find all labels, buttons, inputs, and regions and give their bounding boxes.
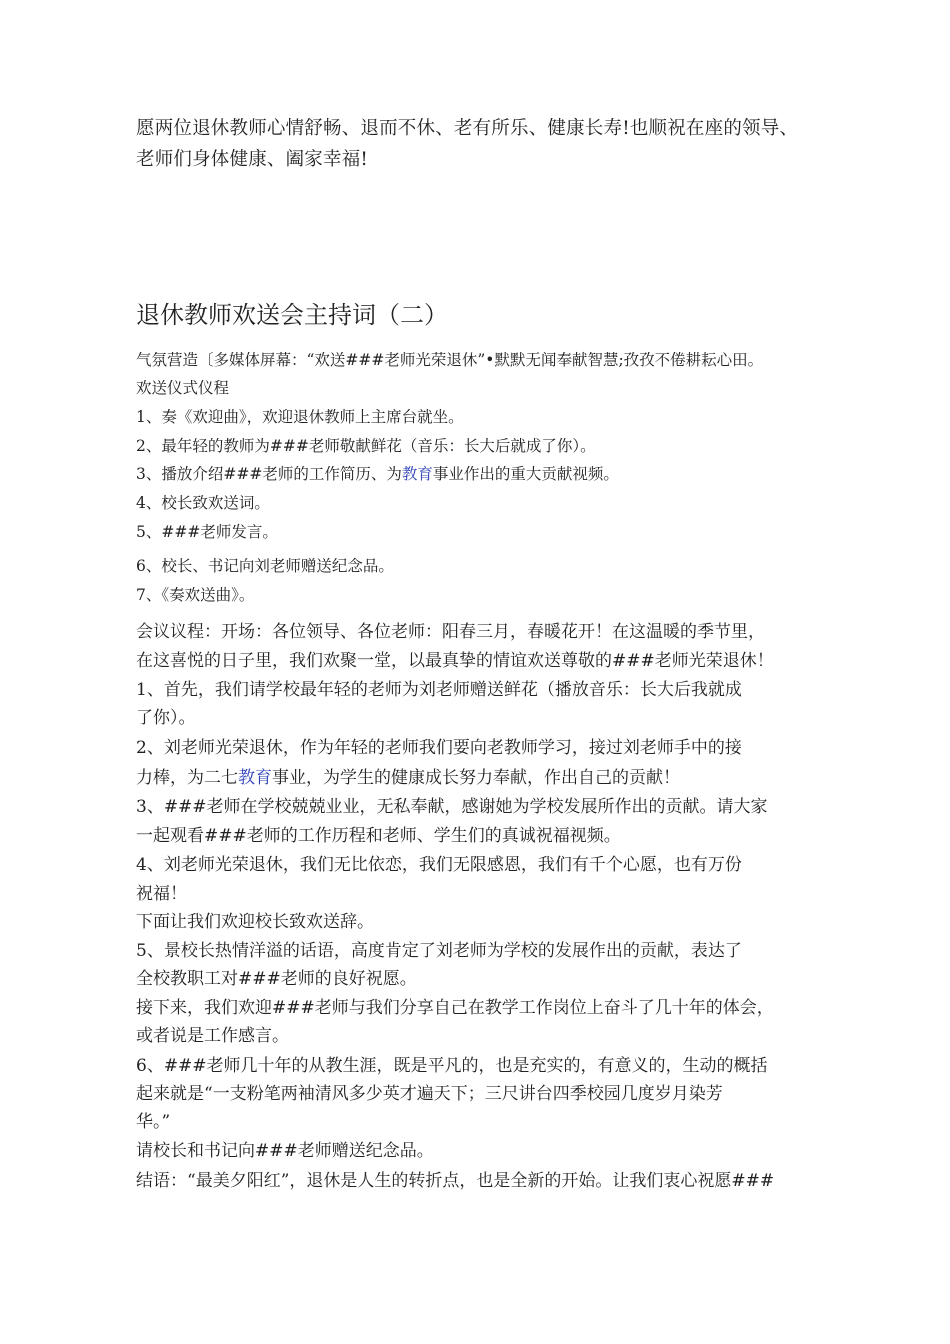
atmosphere-text: 气氛营造〔多媒体屏幕：“欢送###老师光荣退休”•默默无闻奉献智慧;孜孜不倦耕耘心田。 — [136, 351, 764, 369]
ceremony-step-5: 5、###老师发言。 — [136, 523, 278, 541]
meeting-item-6b: 起来就是“一支粉笔两袖清风多少英才遍天下；三尺讲台四季校园几度岁月染芳 — [136, 1084, 723, 1104]
ceremony-step-7: 7、《奏欢送曲》。 — [136, 586, 255, 604]
meeting-item-2b — [136, 763, 680, 788]
education-link-2[interactable]: 教育 — [238, 768, 272, 788]
ceremony-step-6: 6、校长、书记向刘老师赠送纪念品。 — [136, 557, 394, 575]
ceremony-step-1: 1、奏《欢迎曲》，欢迎退休教师上主席台就坐。 — [136, 408, 464, 426]
education-link[interactable]: 教育 — [401, 465, 433, 483]
ceremony-step-3 — [136, 462, 619, 484]
meeting-next-speech-b: 或者说是工作感言。 — [136, 1026, 289, 1046]
ceremony-step-2: 2、最年轻的教师为###老师敬献鲜花（音乐：长大后就成了你）。 — [136, 437, 596, 455]
meeting-item-2a: 2、刘老师光荣退休，作为年轻的老师我们要向老教师学习，接过刘老师手中的接 — [136, 738, 742, 758]
meeting-opening-2: 在这喜悦的日子里，我们欢聚一堂，以最真挚的情谊欢送尊敬的###老师光荣退休！ — [136, 651, 774, 671]
meeting-item-1b: 了你）。 — [136, 708, 196, 728]
meeting-item-4b: 祝福！ — [136, 884, 187, 904]
intro-line-2: 老师们身体健康、阖家幸福! — [136, 149, 369, 170]
meeting-item-5b: 全校教职工对###老师的良好祝愿。 — [136, 969, 417, 989]
meeting-item-4a: 4、刘老师光荣退休，我们无比依恋，我们无限感恩，我们有千个心愿，也有万份 — [136, 855, 742, 875]
meeting-item-1a: 1、首先，我们请学校最年轻的老师为刘老师赠送鲜花（播放音乐：长大后我就成 — [136, 680, 742, 700]
ceremony-step-4: 4、校长致欢送词。 — [136, 494, 270, 512]
meeting-next-speech-a: 接下来，我们欢迎###老师与我们分享自己在教学工作岗位上奋斗了几十年的体会， — [136, 998, 774, 1018]
section-title: 退休教师欢送会主持词（二） — [136, 301, 448, 329]
meeting-item-3a: 3、###老师在学校兢兢业业，无私奉献，感谢她为学校发展所作出的贡献。请大家 — [136, 797, 768, 817]
meeting-item-5a: 5、景校长热情洋溢的话语，高度肯定了刘老师为学校的发展作出的贡献，表达了 — [136, 941, 742, 961]
ceremony-heading: 欢送仪式仪程 — [136, 379, 230, 397]
meeting-item-2b-text: 力棒，为二七 — [136, 768, 238, 788]
meeting-closing: 结语：“最美夕阳红”，退休是人生的转折点，也是全新的开始。让我们衷心祝愿### — [136, 1171, 775, 1191]
meeting-opening-1: 会议议程：开场：各位领导、各位老师：阳春三月，春暖花开！在这温暖的季节里， — [136, 622, 765, 642]
ceremony-step-3-text-end: 事业作出的重大贡献视频。 — [432, 465, 619, 483]
meeting-item-6a: 6、###老师几十年的从教生涯，既是平凡的，也是充实的，有意义的，生动的概括 — [136, 1056, 768, 1076]
meeting-item-3b: 一起观看###老师的工作历程和老师、学生们的真诚祝福视频。 — [136, 826, 621, 846]
meeting-next-principal: 下面让我们欢迎校长致欢送辞。 — [136, 912, 374, 932]
meeting-gift: 请校长和书记向###老师赠送纪念品。 — [136, 1141, 434, 1161]
meeting-item-2b-text-end: 事业，为学生的健康成长努力奉献，作出自己的贡献！ — [272, 768, 680, 788]
meeting-item-6c: 华。” — [136, 1112, 171, 1132]
ceremony-step-3-text: 3、播放介绍###老师的工作简历、为 — [136, 465, 402, 483]
intro-line-1: 愿两位退休教师心情舒畅、退而不休、老有所乐、健康长寿!也顺祝在座的领导、 — [136, 118, 799, 139]
